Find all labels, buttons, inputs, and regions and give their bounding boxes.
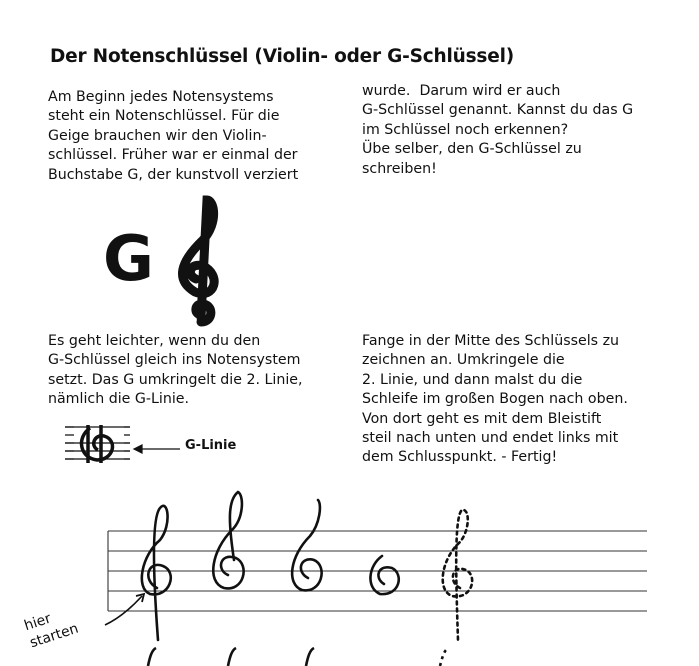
g-line-arrow-icon	[134, 445, 180, 453]
practice-staff	[108, 531, 647, 611]
intro-paragraph-continued: wurde. Darum wird er auch G-Schlüssel genannt. Kannst du das G im Schlüssel noch erkennen? Übe selber, den G-Schlüssel zu schreiben!	[362, 83, 634, 177]
clef-stage-1-icon	[142, 506, 171, 640]
small-staff-with-clef	[65, 424, 130, 464]
clef-stage-2-icon	[213, 492, 243, 588]
intro-paragraph: Am Beginn jedes Notensystems steht ein Notenschlüssel. Für die Geige brauchen wir den Violin- schlüssel. Früher war er einmal der Buchstabe G, der kunstvoll verziert	[48, 89, 299, 183]
staff-tip-paragraph: Es geht leichter, wenn du den G-Schlüssel gleich ins Notensystem setzt. Das G umkringelt die 2. Linie, nämlich die G-Linie.	[48, 333, 303, 408]
drawing-instructions-paragraph: Fange in der Mitte des Schlüssels zu zeichnen an. Umkringele die 2. Linie, und dann malst du die Schleife im großen Bogen nach oben. Von dort geht es mit dem Bleistift steil nach unten und endet links mit dem Schlusspunkt. - Fertig!	[362, 333, 628, 466]
clef-stage-4-icon	[370, 556, 398, 594]
g-line-label: G-Linie	[185, 438, 237, 453]
treble-clef-large-icon	[183, 200, 215, 322]
next-row-clefs	[148, 648, 446, 666]
start-hint: hier starten	[22, 610, 81, 652]
letter-g: G	[103, 222, 154, 295]
page-title: Der Notenschlüssel (Violin- oder G-Schlüssel)	[50, 46, 514, 67]
clef-stage-5-dotted-icon	[443, 510, 472, 640]
clef-stage-3-icon	[292, 500, 322, 590]
start-arrow-icon	[105, 594, 144, 625]
